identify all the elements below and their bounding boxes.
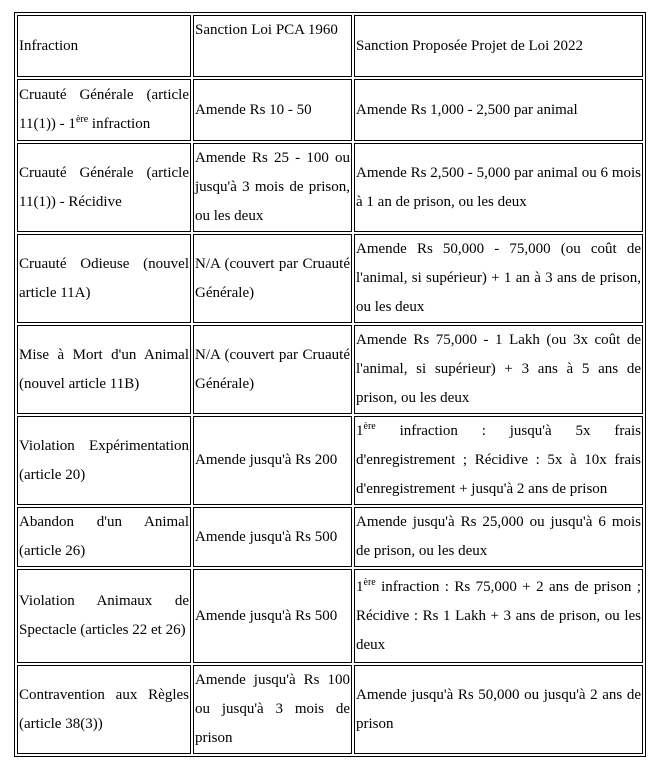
cell-projet-2022: Amende Rs 1,000 - 2,500 par animal [354, 79, 643, 141]
table-row [17, 325, 643, 414]
penalty-comparison-table-wrapper [14, 12, 646, 757]
cell-infraction: Contravention aux Règles (article 38(3)) [17, 665, 191, 754]
cell-pca-1960: N/A (couvert par Cruauté Générale) [193, 234, 352, 323]
table-row [17, 507, 643, 567]
table-row [17, 665, 643, 754]
table-row [17, 569, 643, 663]
cell-infraction: Abandon d'un Animal (article 26) [17, 507, 191, 567]
cell-pca-1960: Amende jusqu'à Rs 500 [193, 569, 352, 663]
table-row [17, 234, 643, 323]
cell-infraction: Violation Animaux de Spectacle (articles 22 et 26) [17, 569, 191, 663]
table-row [17, 416, 643, 505]
cell-projet-2022: Amende Rs 2,500 - 5,000 par animal ou 6 mois à 1 an de prison, ou les deux [354, 143, 643, 232]
header-infraction: Infraction [17, 15, 191, 77]
cell-pca-1960: Amende jusqu'à Rs 100 ou jusqu'à 3 mois de prison [193, 665, 352, 754]
table-header-row [17, 15, 643, 77]
table-row [17, 79, 643, 141]
cell-pca-1960: Amende Rs 10 - 50 [193, 79, 352, 141]
cell-projet-2022: 1ère infraction : Rs 75,000 + 2 ans de prison ; Récidive : Rs 1 Lakh + 3 ans de prison, ou les deux [354, 569, 643, 663]
cell-pca-1960: Amende jusqu'à Rs 500 [193, 507, 352, 567]
cell-infraction: Mise à Mort d'un Animal (nouvel article 11B) [17, 325, 191, 414]
header-projet-2022: Sanction Proposée Projet de Loi 2022 [354, 15, 643, 77]
cell-infraction: Violation Expérimentation (article 20) [17, 416, 191, 505]
header-pca-1960: Sanction Loi PCA 1960 [193, 15, 352, 77]
cell-projet-2022: Amende Rs 50,000 - 75,000 (ou coût de l'animal, si supérieur) + 1 an à 3 ans de prison, ou les deux [354, 234, 643, 323]
cell-infraction: Cruauté Générale (article 11(1)) - 1ère infraction [17, 79, 191, 141]
cell-infraction: Cruauté Odieuse (nouvel article 11A) [17, 234, 191, 323]
cell-infraction: Cruauté Générale (article 11(1)) - Récidive [17, 143, 191, 232]
cell-projet-2022: Amende jusqu'à Rs 25,000 ou jusqu'à 6 mois de prison, ou les deux [354, 507, 643, 567]
cell-projet-2022: Amende jusqu'à Rs 50,000 ou jusqu'à 2 ans de prison [354, 665, 643, 754]
cell-pca-1960: N/A (couvert par Cruauté Générale) [193, 325, 352, 414]
cell-pca-1960: Amende Rs 25 - 100 ou jusqu'à 3 mois de prison, ou les deux [193, 143, 352, 232]
table-row [17, 143, 643, 232]
cell-projet-2022: Amende Rs 75,000 - 1 Lakh (ou 3x coût de l'animal, si supérieur) + 3 ans à 5 ans de prison, ou les deux [354, 325, 643, 414]
penalty-comparison-table [14, 12, 646, 757]
cell-pca-1960: Amende jusqu'à Rs 200 [193, 416, 352, 505]
cell-projet-2022: 1ère infraction : jusqu'à 5x frais d'enregistrement ; Récidive : 5x à 10x frais d'enregistrement + jusqu'à 2 ans de prison [354, 416, 643, 505]
